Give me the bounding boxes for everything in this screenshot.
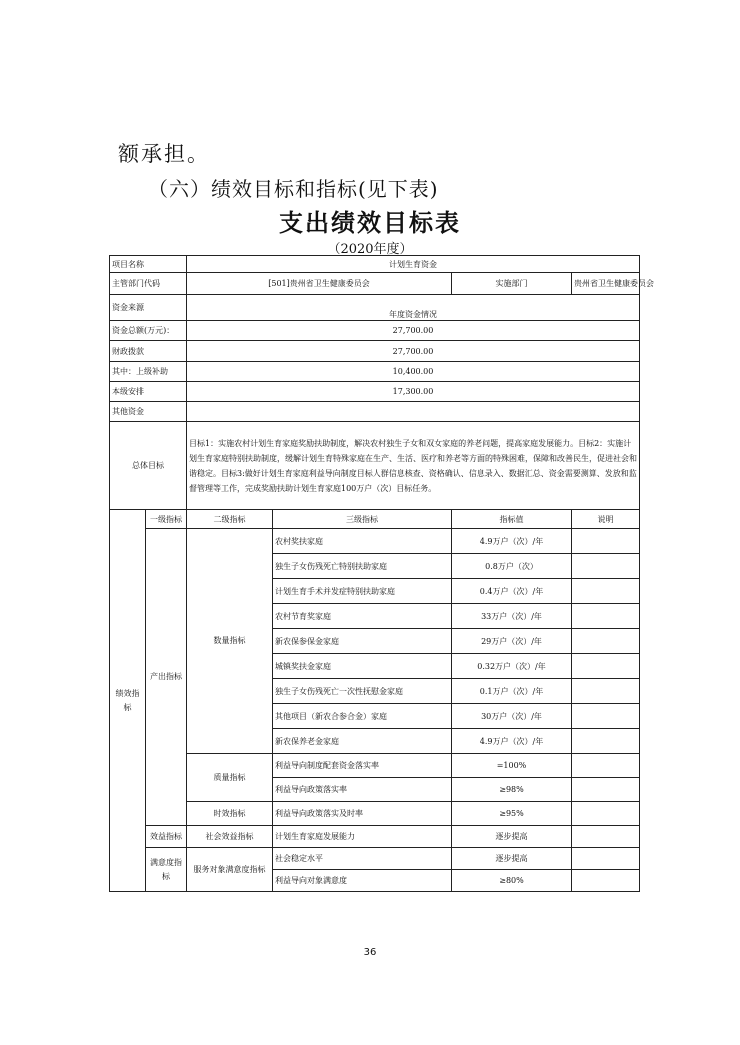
header-value: 指标值 — [452, 510, 572, 529]
indicator-name: 城镇奖扶金家庭 — [273, 654, 452, 679]
indicator-note — [572, 848, 640, 870]
upper-value: 10,400.00 — [187, 362, 640, 382]
intro-line-2: （六）绩效目标和指标(见下表) — [148, 177, 439, 201]
indicator-note — [572, 754, 640, 778]
dept-code: [501]贵州省卫生健康委员会 — [187, 273, 452, 295]
indicator-name: 独生子女伤残死亡特别扶助家庭 — [273, 554, 452, 579]
indicator-name: 计划生育手术并发症特别扶助家庭 — [273, 579, 452, 604]
table-year: （2020年度） — [327, 242, 413, 257]
local-label: 本级安排 — [110, 382, 187, 402]
indicator-name: 利益导向制度配套资金落实率 — [273, 754, 452, 778]
fiscal-label: 财政拨款 — [110, 341, 187, 362]
impl-dept-label: 实施部门 — [452, 273, 572, 295]
quantity-label: 数量指标 — [187, 529, 273, 754]
indicator-note — [572, 729, 640, 754]
header-note: 说明 — [572, 510, 640, 529]
indicator-name: 利益导向对象满意度 — [273, 870, 452, 892]
quality-label: 质量指标 — [187, 754, 273, 802]
output-label: 产出指标 — [146, 529, 187, 826]
total-value: 27,700.00 — [187, 321, 640, 341]
local-value: 17,300.00 — [187, 382, 640, 402]
timeliness-label: 时效指标 — [187, 802, 273, 826]
performance-table — [109, 255, 654, 892]
indicator-name: 利益导向政策落实及时率 — [273, 802, 452, 826]
fund-source-label: 资金来源 — [110, 295, 187, 321]
impl-dept: 贵州省卫生健康委员会 — [572, 273, 640, 295]
indicator-note — [572, 579, 640, 604]
satisfaction-label: 满意度指标 — [146, 848, 187, 892]
fund-source-value: 年度资金情况 — [187, 295, 640, 321]
indicator-name: 社会稳定水平 — [273, 848, 452, 870]
indicator-note — [572, 778, 640, 802]
indicator-value: 29万户（次）/年 — [452, 629, 572, 654]
indicator-name: 其他项目（新农合参合金）家庭 — [273, 704, 452, 729]
indicator-value: 0.1万户（次）/年 — [452, 679, 572, 704]
social-label: 社会效益指标 — [187, 826, 273, 848]
fiscal-value: 27,700.00 — [187, 341, 640, 362]
indicator-value: 0.8万户（次） — [452, 554, 572, 579]
indicator-name: 新农保参保金家庭 — [273, 629, 452, 654]
indicator-note — [572, 604, 640, 629]
indicators-side-label: 绩效指标 — [110, 510, 146, 892]
indicator-note — [572, 529, 640, 554]
indicator-value: 0.32万户（次）/年 — [452, 654, 572, 679]
other-value — [187, 402, 640, 422]
header-level1: 一级指标 — [146, 510, 187, 529]
indicator-note — [572, 679, 640, 704]
upper-label: 其中：上级补助 — [110, 362, 187, 382]
indicator-name: 独生子女伤残死亡一次性抚慰金家庭 — [273, 679, 452, 704]
indicator-note — [572, 802, 640, 826]
page-number: 36 — [363, 947, 377, 958]
indicator-value: 30万户（次）/年 — [452, 704, 572, 729]
indicator-name: 利益导向政策落实率 — [273, 778, 452, 802]
indicator-value: 0.4万户（次）/年 — [452, 579, 572, 604]
project-name: 计划生育资金 — [187, 256, 640, 273]
indicator-value: 4.9万户（次）/年 — [452, 529, 572, 554]
indicator-note — [572, 826, 640, 848]
indicator-value: 4.9万户（次）/年 — [452, 729, 572, 754]
indicator-note — [572, 870, 640, 892]
indicator-name: 农村奖扶家庭 — [273, 529, 452, 554]
header-level3: 三级指标 — [273, 510, 452, 529]
service-satisfaction-label: 服务对象满意度指标 — [187, 848, 273, 892]
table-title: 支出绩效目标表 — [279, 208, 461, 237]
indicator-note — [572, 629, 640, 654]
benefit-label: 效益指标 — [146, 826, 187, 848]
indicator-name: 计划生育家庭发展能力 — [273, 826, 452, 848]
indicator-name: 农村节育奖家庭 — [273, 604, 452, 629]
indicator-name: 新农保养老金家庭 — [273, 729, 452, 754]
goals-text: 目标1：实施农村计划生育家庭奖励扶助制度，解决农村独生子女和双女家庭的养老问题，提高家庭发展能力。目标2：实施计划生育家庭特别扶助制度，缓解计划生育特殊家庭在生产、生活、医疗和养老等方面的特殊困难，保障和改善民生，促进社会和谐稳定。目标3:做好计划生育家庭利益导向制度目标人群信息核查、资格确认、信息录入、数据汇总、资金需要测算、发放和监督管理等工作，完成奖励扶助计划生育家庭100万户（次）目标任务。 — [187, 422, 640, 510]
dept-code-label: 主管部门代码 — [110, 273, 187, 295]
total-label: 资金总额(万元)： — [110, 321, 187, 341]
indicator-value: 逐步提高 — [452, 848, 572, 870]
indicator-note — [572, 554, 640, 579]
indicator-value: ≥95% — [452, 802, 572, 826]
project-name-label: 项目名称 — [110, 256, 187, 273]
intro-line-1: 额承担。 — [118, 142, 210, 166]
indicator-value: 33万户（次）/年 — [452, 604, 572, 629]
indicator-value: ≥80% — [452, 870, 572, 892]
indicator-note — [572, 704, 640, 729]
other-label: 其他资金 — [110, 402, 187, 422]
indicator-value: 逐步提高 — [452, 826, 572, 848]
header-level2: 二级指标 — [187, 510, 273, 529]
indicator-value: =100% — [452, 754, 572, 778]
indicator-note — [572, 654, 640, 679]
indicator-value: ≥98% — [452, 778, 572, 802]
goals-label: 总体目标 — [110, 422, 187, 510]
